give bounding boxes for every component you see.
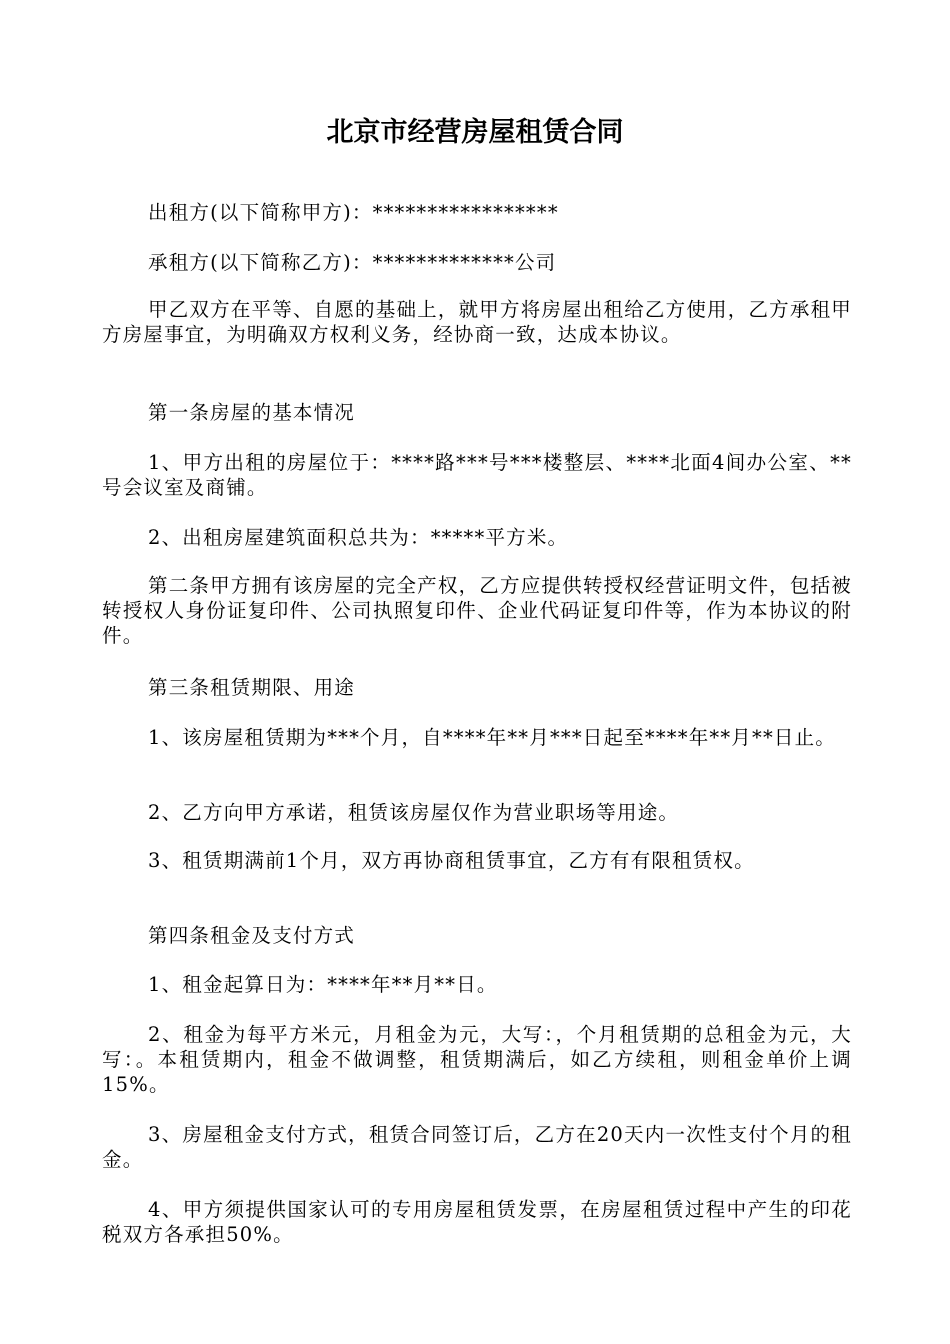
article-1-heading: 第一条房屋的基本情况: [148, 401, 356, 424]
article-4-item-1: 1、租金起算日为：****年**月**日。: [148, 973, 498, 996]
article-2-paragraph: 第二条甲方拥有该房屋的完全产权，乙方应提供转授权经营证明文件，包括被转授权人身份证复印件、公司执照复印件、企业代码证复印件等，作为本协议的附件。: [102, 574, 852, 647]
intro-paragraph: 甲乙双方在平等、自愿的基础上，就甲方将房屋出租给乙方使用，乙方承租甲方房屋事宜，为明确双方权利义务，经协商一致，达成本协议。: [102, 298, 852, 346]
article-4-item-2: 2、租金为每平方米元，月租金为元，大写：，个月租赁期的总租金为元，大写：。本租赁期内，租金不做调整，租赁期满后，如乙方续租，则租金单价上调15%。: [102, 1023, 852, 1096]
article-3-heading: 第三条租赁期限、用途: [148, 676, 356, 699]
article-3-item-1: 1、该房屋租赁期为***个月，自****年**月***日起至****年**月**日止。: [148, 726, 837, 749]
article-3-item-2: 2、乙方向甲方承诺，租赁该房屋仅作为营业职场等用途。: [148, 801, 680, 824]
document-title: 北京市经营房屋租赁合同: [326, 117, 624, 148]
article-1-item-1: 1、甲方出租的房屋位于：****路***号***楼整层、****北面4间办公室、**号会议室及商铺。: [102, 451, 852, 499]
article-4-item-3: 3、房屋租金支付方式，租赁合同签订后，乙方在20天内一次性支付个月的租金。: [102, 1123, 852, 1171]
party-b-line: 承租方(以下简称乙方)：*************公司: [148, 251, 557, 274]
party-a-line: 出租方(以下简称甲方)：*****************: [148, 201, 559, 224]
article-4-item-4: 4、甲方须提供国家认可的专用房屋租赁发票，在房屋租赁过程中产生的印花税双方各承担50%。: [102, 1198, 852, 1246]
article-4-heading: 第四条租金及支付方式: [148, 924, 356, 947]
article-3-item-3: 3、租赁期满前1个月，双方再协商租赁事宜，乙方有有限租赁权。: [148, 849, 755, 872]
article-1-item-2: 2、出租房屋建筑面积总共为：*****平方米。: [148, 526, 569, 549]
